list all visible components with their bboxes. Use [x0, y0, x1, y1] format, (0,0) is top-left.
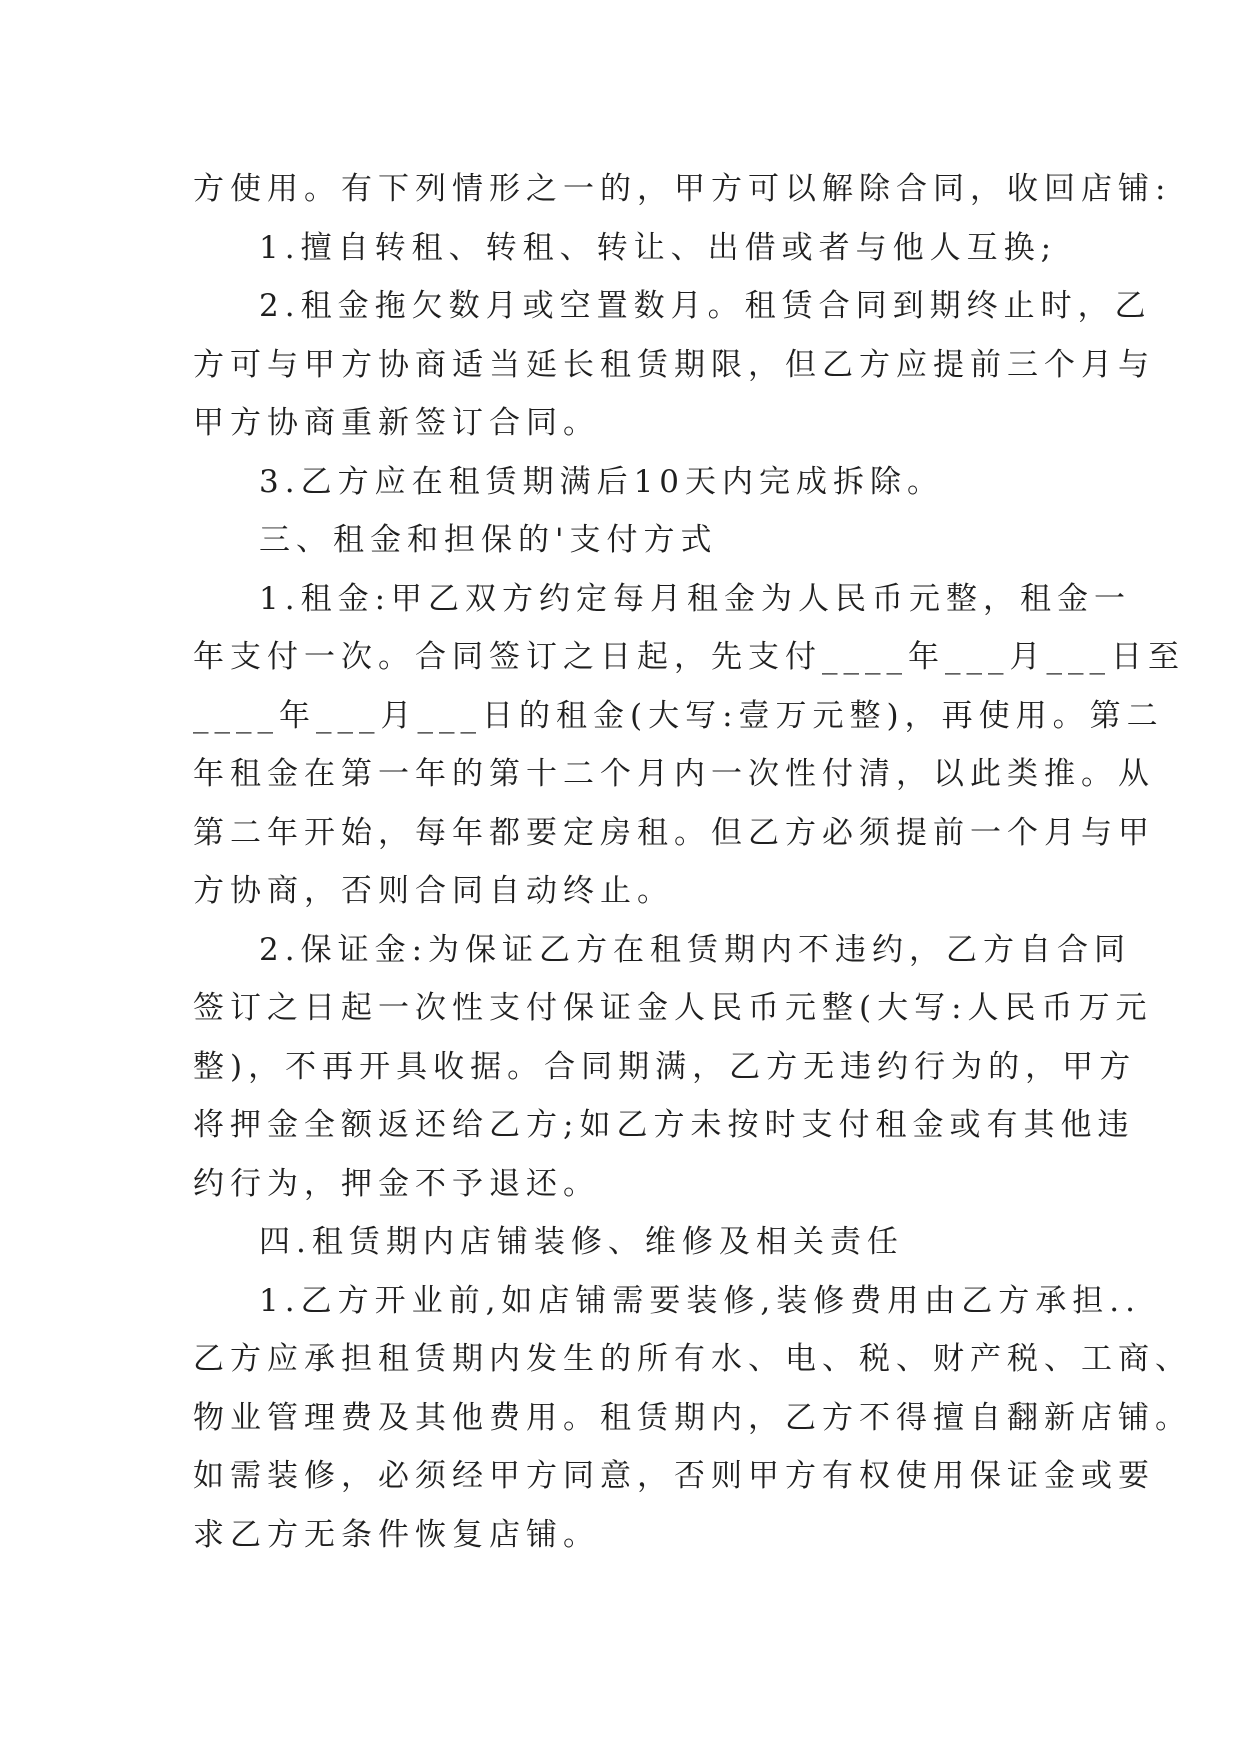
- text-line: 年租金在第一年的第十二个月内一次性付清，以此类推。从: [193, 756, 1155, 792]
- text-line: 2.租金拖欠数月或空置数月。租赁合同到期终止时，乙: [259, 288, 1152, 324]
- text-line: 求乙方无条件恢复店铺。: [193, 1516, 600, 1553]
- text-line: 1.擅自转租、转租、转让、出借或者与他人互换;: [259, 229, 1058, 266]
- text-line: 1.租金:甲乙双方约定每月租金为人民币元整，租金一: [259, 580, 1132, 617]
- text-line: 方协商，否则合同自动终止。: [193, 873, 674, 909]
- text-line: 方可与甲方协商适当延长租赁期限，但乙方应提前三个月与: [193, 346, 1155, 383]
- text-line: 3.乙方应在租赁期满后10天内完成拆除。: [259, 463, 945, 500]
- text-line: ____年___月___日的租金(大写:壹万元整)，再使用。第二: [193, 697, 1164, 734]
- section-heading: 四.租赁期内店铺装修、维修及相关责任: [259, 1224, 904, 1260]
- text-line: 签订之日起一次性支付保证金人民币元整(大写:人民币万元: [193, 990, 1153, 1026]
- text-line: 物业管理费及其他费用。租赁期内，乙方不得擅自翻新店铺。: [193, 1399, 1192, 1436]
- text-line: 1.乙方开业前,如店铺需要装修,装修费用由乙方承担..: [259, 1282, 1141, 1319]
- text-line: 乙方应承担租赁期内发生的所有水、电、税、财产税、工商、: [193, 1341, 1192, 1377]
- text-line: 整)，不再开具收据。合同期满，乙方无违约行为的，甲方: [193, 1048, 1137, 1085]
- text-line: 将押金全额返还给乙方;如乙方未按时支付租金或有其他违: [193, 1107, 1135, 1143]
- text-line: 2.保证金:为保证乙方在租赁期内不违约，乙方自合同: [259, 931, 1132, 968]
- text-line: 如需装修，必须经甲方同意，否则甲方有权使用保证金或要: [193, 1458, 1155, 1494]
- text-line: 约行为，押金不予退还。: [193, 1165, 600, 1202]
- section-heading: 三、租金和担保的'支付方式: [259, 522, 718, 558]
- text-line: 甲方协商重新签订合同。: [193, 405, 600, 441]
- document-page: [193, 160, 1192, 1564]
- text-line: 方使用。有下列情形之一的，甲方可以解除合同，收回店铺:: [193, 171, 1172, 207]
- text-line: 第二年开始，每年都要定房租。但乙方必须提前一个月与甲: [193, 814, 1155, 851]
- text-line: 年支付一次。合同签订之日起，先支付____年___月___日至: [193, 639, 1185, 675]
